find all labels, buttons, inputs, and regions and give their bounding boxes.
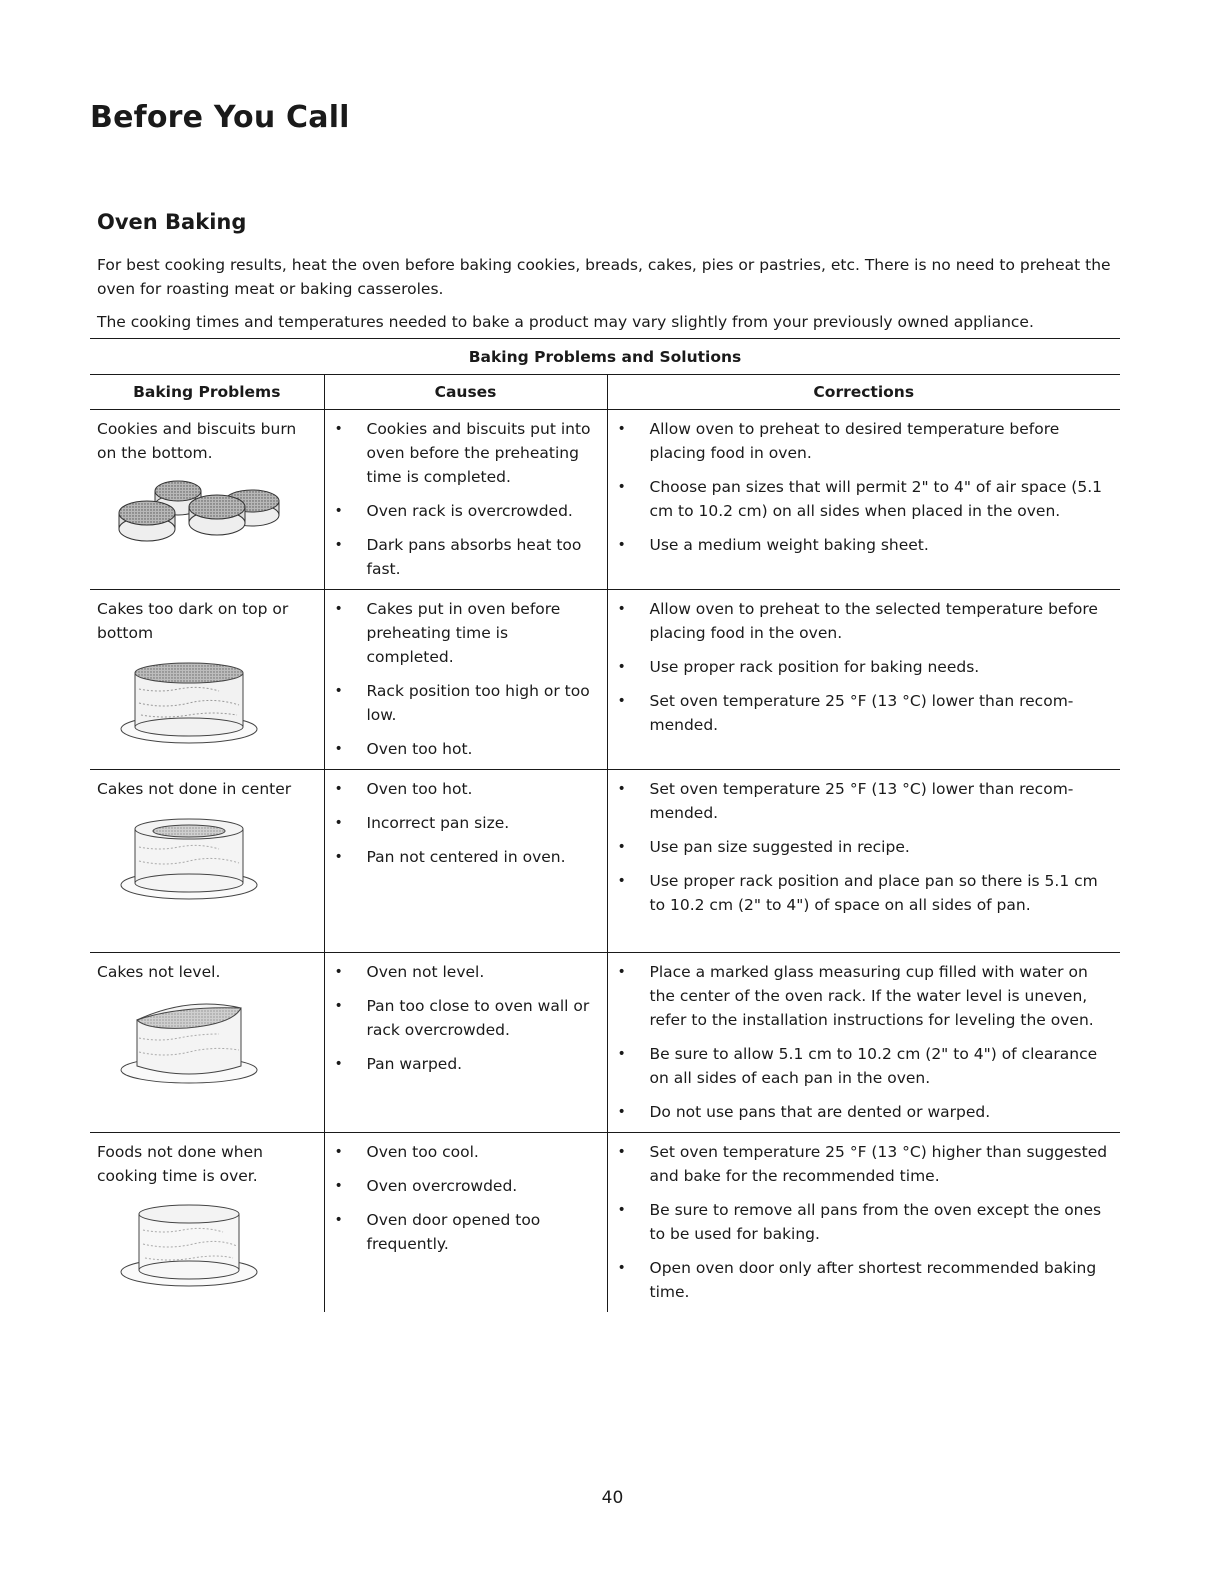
problem-cell <box>90 770 324 953</box>
cause-item: • Oven not level. <box>333 960 599 984</box>
cause-item: • Incorrect pan size. <box>333 811 599 835</box>
cause-item: • Oven too hot. <box>333 777 599 801</box>
cause-item: • Oven door opened too frequently. <box>333 1208 599 1256</box>
correction-item: • Use a medium weight baking sheet. <box>616 533 1113 557</box>
cause-item: • Dark pans absorbs heat too fast. <box>333 533 599 581</box>
problem-text: Cakes too dark on top or bottom <box>97 600 289 642</box>
column-header-problems: Baking Problems <box>90 375 324 410</box>
correction-item: • Be sure to allow 5.1 cm to 10.2 cm (2" to 4") of clearance on all sides of each pan in the oven. <box>616 1042 1113 1090</box>
table-row <box>90 410 1120 590</box>
problem-text: Cakes not level. <box>97 963 221 981</box>
causes-cell <box>324 1133 607 1313</box>
cause-item: • Oven too hot. <box>333 737 599 761</box>
correction-item: • Use pan size suggested in recipe. <box>616 835 1113 859</box>
problem-cell <box>90 590 324 770</box>
page-title: Before You Call <box>90 100 350 135</box>
cause-item: • Rack position too high or too low. <box>333 679 599 727</box>
corrections-cell <box>607 1133 1120 1313</box>
problem-cell <box>90 410 324 590</box>
problem-text: Cookies and biscuits burn on the bottom. <box>97 420 297 462</box>
cause-item: • Cakes put in oven before preheating time is completed. <box>333 597 599 669</box>
problem-cell <box>90 953 324 1133</box>
correction-item: • Choose pan sizes that will permit 2" to 4" of air space (5.1 cm to 10.2 cm) on all sides when placed in the oven. <box>616 475 1113 523</box>
sunken-cake-illustration <box>117 815 267 903</box>
problem-text: Cakes not done in center <box>97 780 292 798</box>
correction-item: • Use proper rack position for baking needs. <box>616 655 1113 679</box>
corrections-cell <box>607 590 1120 770</box>
correction-item: • Open oven door only after shortest recommended baking time. <box>616 1256 1113 1304</box>
correction-item: • Set oven temperature 25 °F (13 °C) lower than recom- mended. <box>616 777 1113 825</box>
causes-cell <box>324 410 607 590</box>
corrections-cell <box>607 770 1120 953</box>
correction-item: • Place a marked glass measuring cup filled with water on the center of the oven rack. If the water level is uneven, refer to the installation instructions for leveling the oven. <box>616 960 1113 1032</box>
intro-paragraph: For best cooking results, heat the oven before baking cookies, breads, cakes, pies or pastries, etc. There is no need to preheat the oven for roasting meat or baking casseroles. <box>97 256 1111 298</box>
problem-text: Foods not done when cooking time is over. <box>97 1143 263 1185</box>
correction-item: • Be sure to remove all pans from the oven except the ones to be used for baking. <box>616 1198 1113 1246</box>
cookies-illustration <box>117 479 297 559</box>
section-title: Oven Baking <box>97 210 247 234</box>
causes-cell <box>324 953 607 1133</box>
cause-item: • Pan not centered in oven. <box>333 845 599 869</box>
correction-item: • Allow oven to preheat to the selected temperature before placing food in the oven. <box>616 597 1113 645</box>
correction-item: • Do not use pans that are dented or warped. <box>616 1100 1113 1124</box>
cause-item: • Oven rack is overcrowded. <box>333 499 599 523</box>
dark-cake-illustration <box>117 659 267 747</box>
causes-cell <box>324 770 607 953</box>
page-number: 40 <box>601 1488 624 1508</box>
table-header-row <box>90 375 1120 410</box>
uneven-cake-illustration <box>117 998 267 1086</box>
correction-item: • Set oven temperature 25 °F (13 °C) higher than suggested and bake for the recommended time. <box>616 1140 1113 1188</box>
cause-item: • Cookies and biscuits put into oven before the preheating time is completed. <box>333 417 599 489</box>
table-row <box>90 953 1120 1133</box>
cause-item: • Pan warped. <box>333 1052 599 1076</box>
problem-cell <box>90 1133 324 1313</box>
corrections-cell <box>607 410 1120 590</box>
correction-item: • Allow oven to preheat to desired temperature before placing food in oven. <box>616 417 1113 465</box>
intro-paragraph: The cooking times and temperatures needed to bake a product may vary slightly from your previously owned appliance. <box>97 313 1034 331</box>
correction-item: • Set oven temperature 25 °F (13 °C) lower than recom- mended. <box>616 689 1113 737</box>
column-header-corrections: Corrections <box>607 375 1120 410</box>
corrections-cell <box>607 953 1120 1133</box>
baking-problems-table <box>90 375 1120 1312</box>
causes-cell <box>324 590 607 770</box>
table-caption: Baking Problems and Solutions <box>90 338 1120 375</box>
column-header-causes: Causes <box>324 375 607 410</box>
table-row <box>90 770 1120 953</box>
correction-item: • Use proper rack position and place pan so there is 5.1 cm to 10.2 cm (2" to 4") of space on all sides of pan. <box>616 869 1113 917</box>
cause-item: • Oven too cool. <box>333 1140 599 1164</box>
table-row <box>90 590 1120 770</box>
cause-item: • Oven overcrowded. <box>333 1174 599 1198</box>
pale-cake-illustration <box>117 1202 267 1290</box>
cause-item: • Pan too close to oven wall or rack overcrowded. <box>333 994 599 1042</box>
table-row <box>90 1133 1120 1313</box>
